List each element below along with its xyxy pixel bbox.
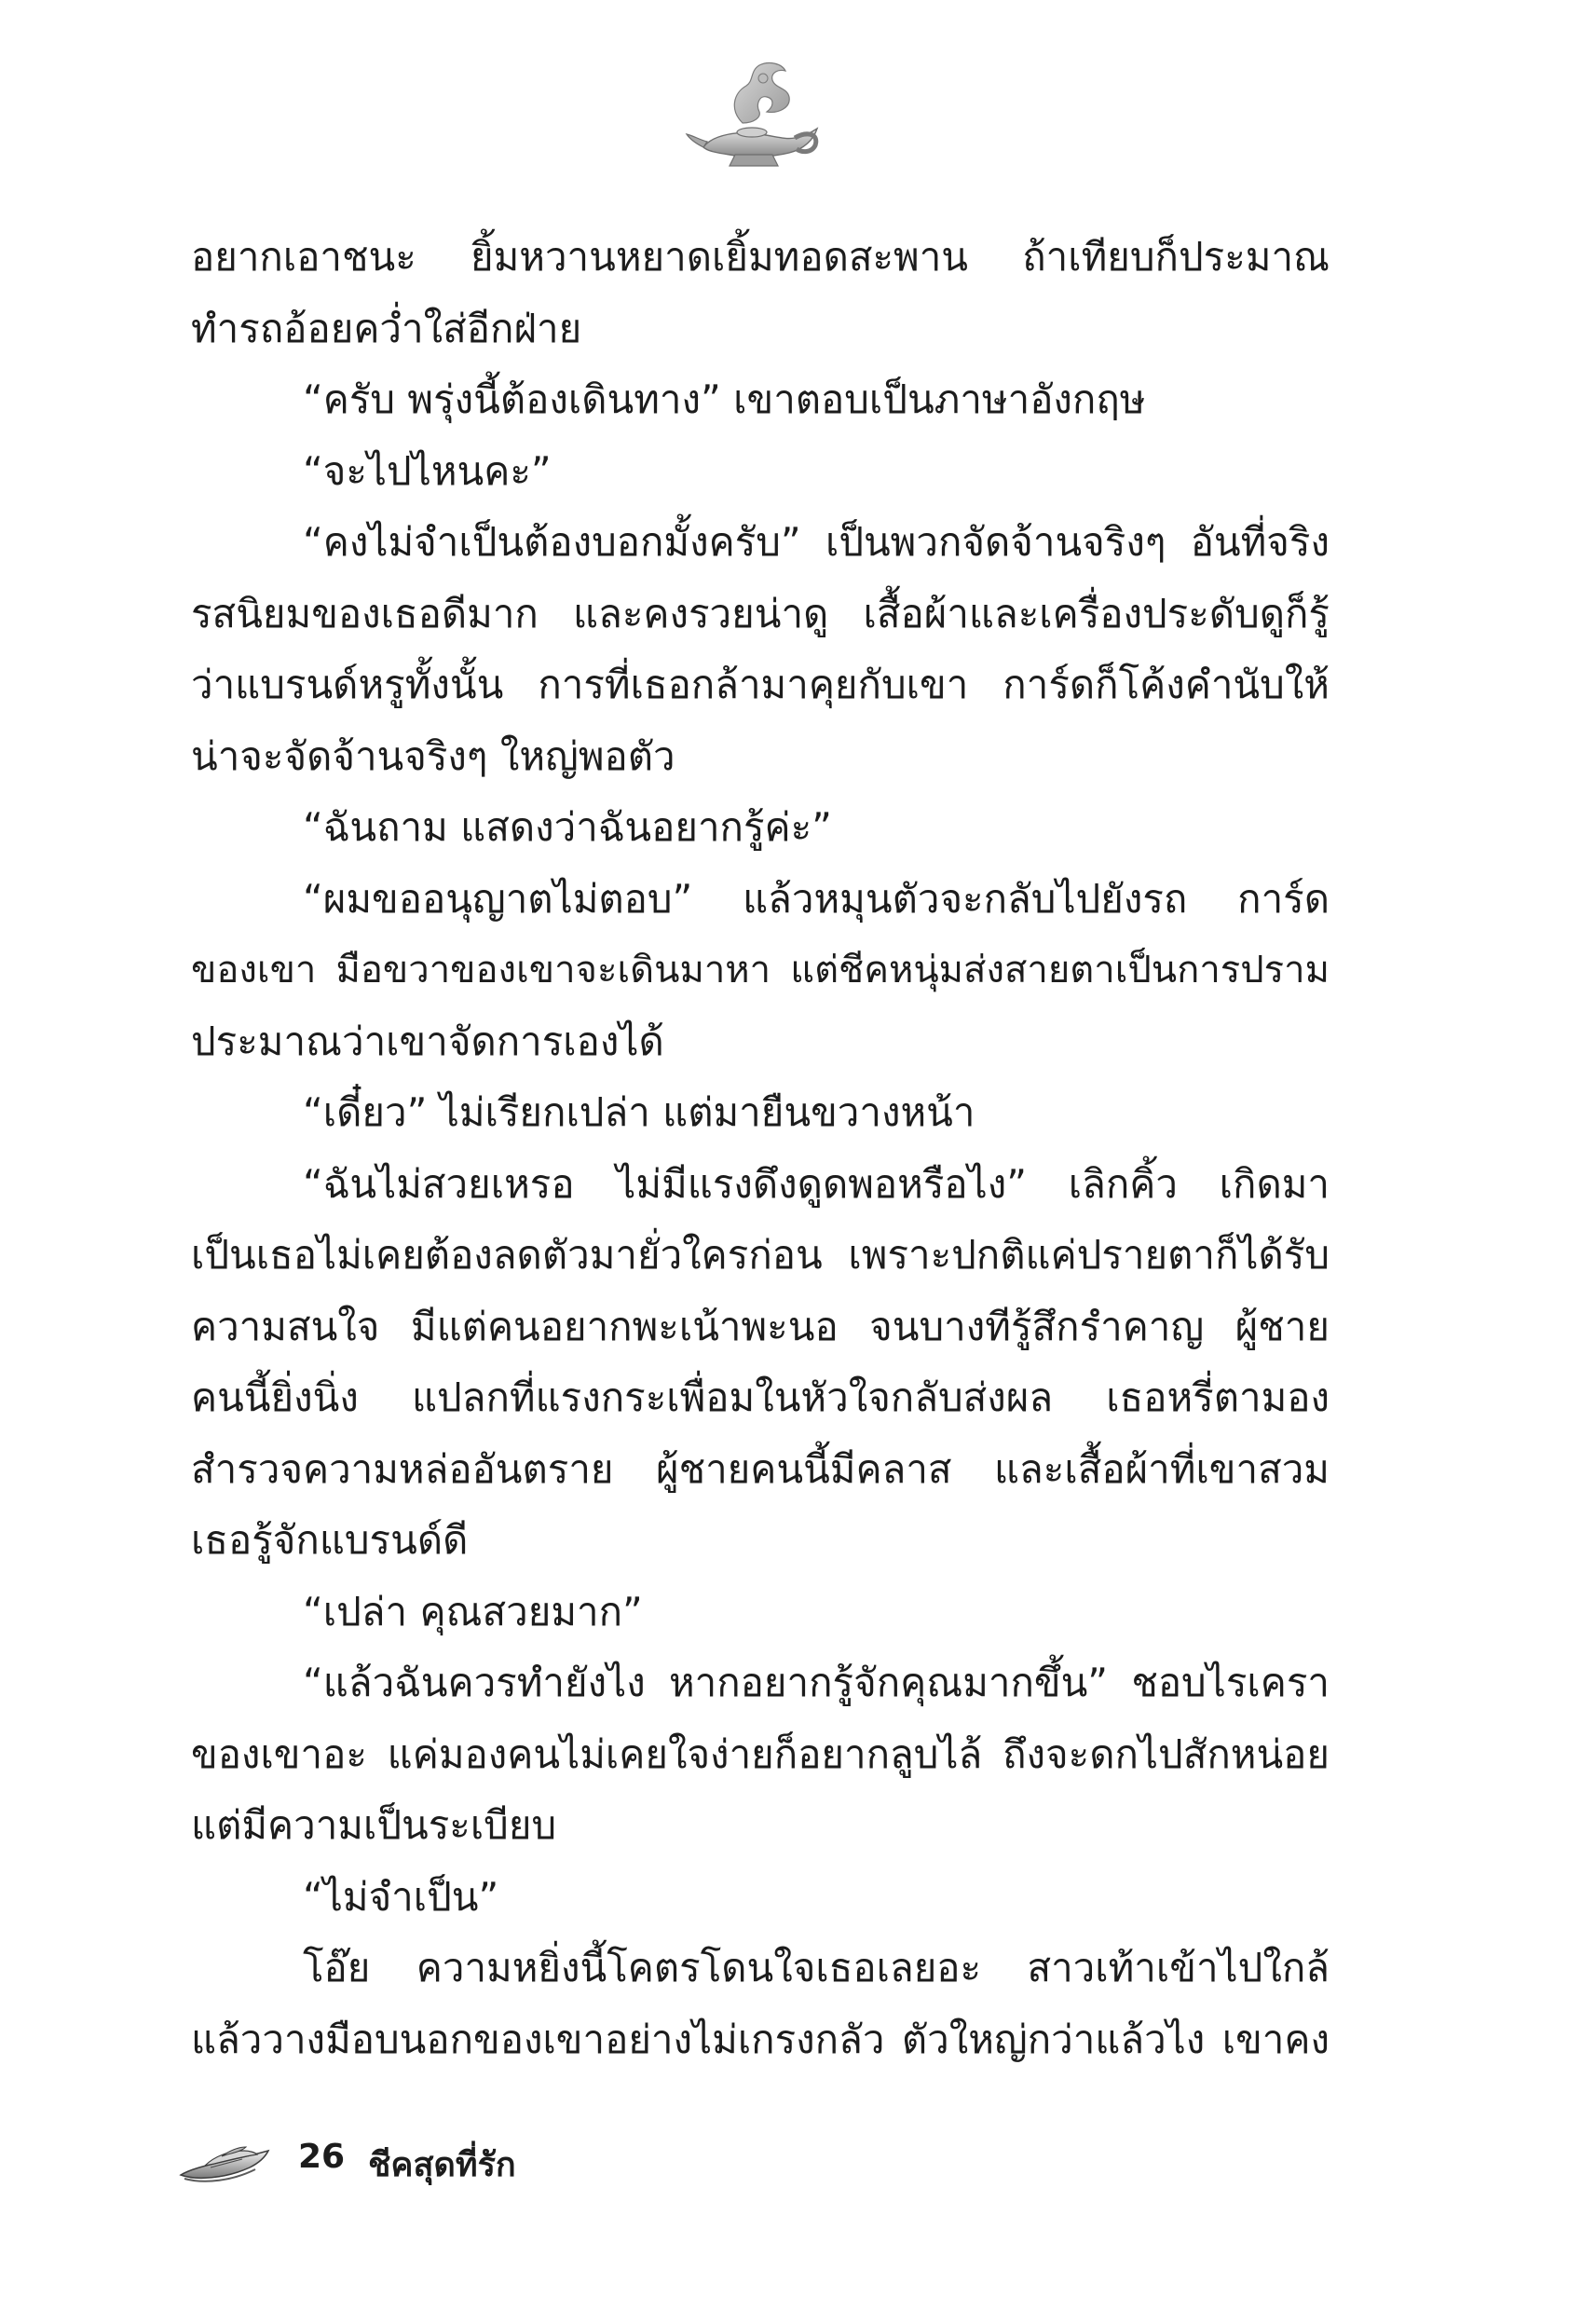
genie-lamp-icon — [685, 56, 825, 172]
text-line: แล้ววางมือบนอกของเขาอย่างไม่เกรงกลัว ตัวใหญ่กว่าแล้วไง เขาคง — [191, 2016, 1330, 2062]
page-number: 26 — [298, 2138, 346, 2176]
text-line: สำรวจความหล่ออันตราย ผู้ชายคนนี้มีคลาส และเสื้อผ้าที่เขาสวม — [191, 1445, 1330, 1492]
text-line: อยากเอาชนะ ยิ้มหวานหยาดเยิ้มทอดสะพาน ถ้าเทียบก็ประมาณ — [191, 234, 1330, 280]
text-line: เธอรู้จักแบรนด์ดี — [191, 1517, 469, 1563]
page-footer — [177, 2134, 829, 2199]
text-line: “จะไปไหนคะ” — [303, 447, 552, 494]
text-line: น่าจะจัดจ้านจริงๆ ใหญ่พอตัว — [191, 732, 675, 779]
body-text — [191, 222, 1330, 2075]
text-line: ของเขา มือขวาของเขาจะเดินมาหา แต่ชีคหนุ่มส่งสายตาเป็นการปราม — [191, 949, 1330, 991]
text-line: ทำรถอ้อยคว่ำใส่อีกฝ่าย — [191, 305, 582, 351]
text-line: แต่มีความเป็นระเบียบ — [191, 1802, 557, 1848]
text-line: “ไม่จำเป็น” — [303, 1873, 499, 1920]
text-line: “ฉันถาม แสดงว่าฉันอยากรู้ค่ะ” — [303, 804, 832, 850]
text-line: “เปล่า คุณสวยมาก” — [303, 1588, 643, 1634]
running-title: ชีคสุดที่รัก — [368, 2146, 516, 2184]
text-line: ความสนใจ มีแต่คนอยากพะเน้าพะนอ จนบางทีรู้สึกรำคาญ ผู้ชาย — [191, 1303, 1330, 1349]
text-line: “แล้วฉันควรทำยังไง หากอยากรู้จักคุณมากขึ้น” ชอบไรเครา — [303, 1660, 1330, 1705]
text-line: ของเขาอะ แค่มองคนไม่เคยใจง่ายก็อยากลูบไล้ ถึงจะดกไปสักหน่อย — [191, 1730, 1330, 1777]
text-line: “ครับ พรุ่งนี้ต้องเดินทาง” เขาตอบเป็นภาษาอังกฤษ — [303, 376, 1146, 422]
text-line: คนนี้ยิ่งนิ่ง แปลกที่แรงกระเพื่อมในหัวใจกลับส่งผล เธอหรี่ตามอง — [191, 1374, 1330, 1420]
text-line: ประมาณว่าเขาจัดการเองได้ — [191, 1018, 664, 1064]
text-line: รสนิยมของเธอดีมาก และคงรวยน่าดู เสื้อผ้าและเครื่องประดับดูก็รู้ — [191, 590, 1330, 636]
text-line: “เดี๋ยว” ไม่เรียกเปล่า แต่มายืนขวางหน้า — [303, 1089, 975, 1135]
text-line: เป็นเธอไม่เคยต้องลดตัวมายั่วใครก่อน เพราะปกติแค่ปรายตาก็ได้รับ — [191, 1232, 1330, 1278]
text-line: “คงไม่จำเป็นต้องบอกมั้งครับ” เป็นพวกจัดจ้านจริงๆ อันที่จริง — [303, 519, 1330, 565]
text-line: โอ๊ย ความหยิ่งนี้โคตรโดนใจเธอเลยอะ สาวเท้าเข้าไปใกล้ — [303, 1945, 1330, 1990]
text-line: ว่าแบรนด์หรูทั้งนั้น การที่เธอกล้ามาคุยกับเขา การ์ดก็โค้งคำนับให้ — [191, 662, 1330, 707]
yacht-icon — [177, 2134, 270, 2190]
text-line: “ผมขออนุญาตไม่ตอบ” แล้วหมุนตัวจะกลับไปยังรถ การ์ด — [303, 875, 1330, 922]
text-line: “ฉันไม่สวยเหรอ ไม่มีแรงดึงดูดพอหรือไง” เลิกคิ้ว เกิดมา — [303, 1160, 1330, 1207]
